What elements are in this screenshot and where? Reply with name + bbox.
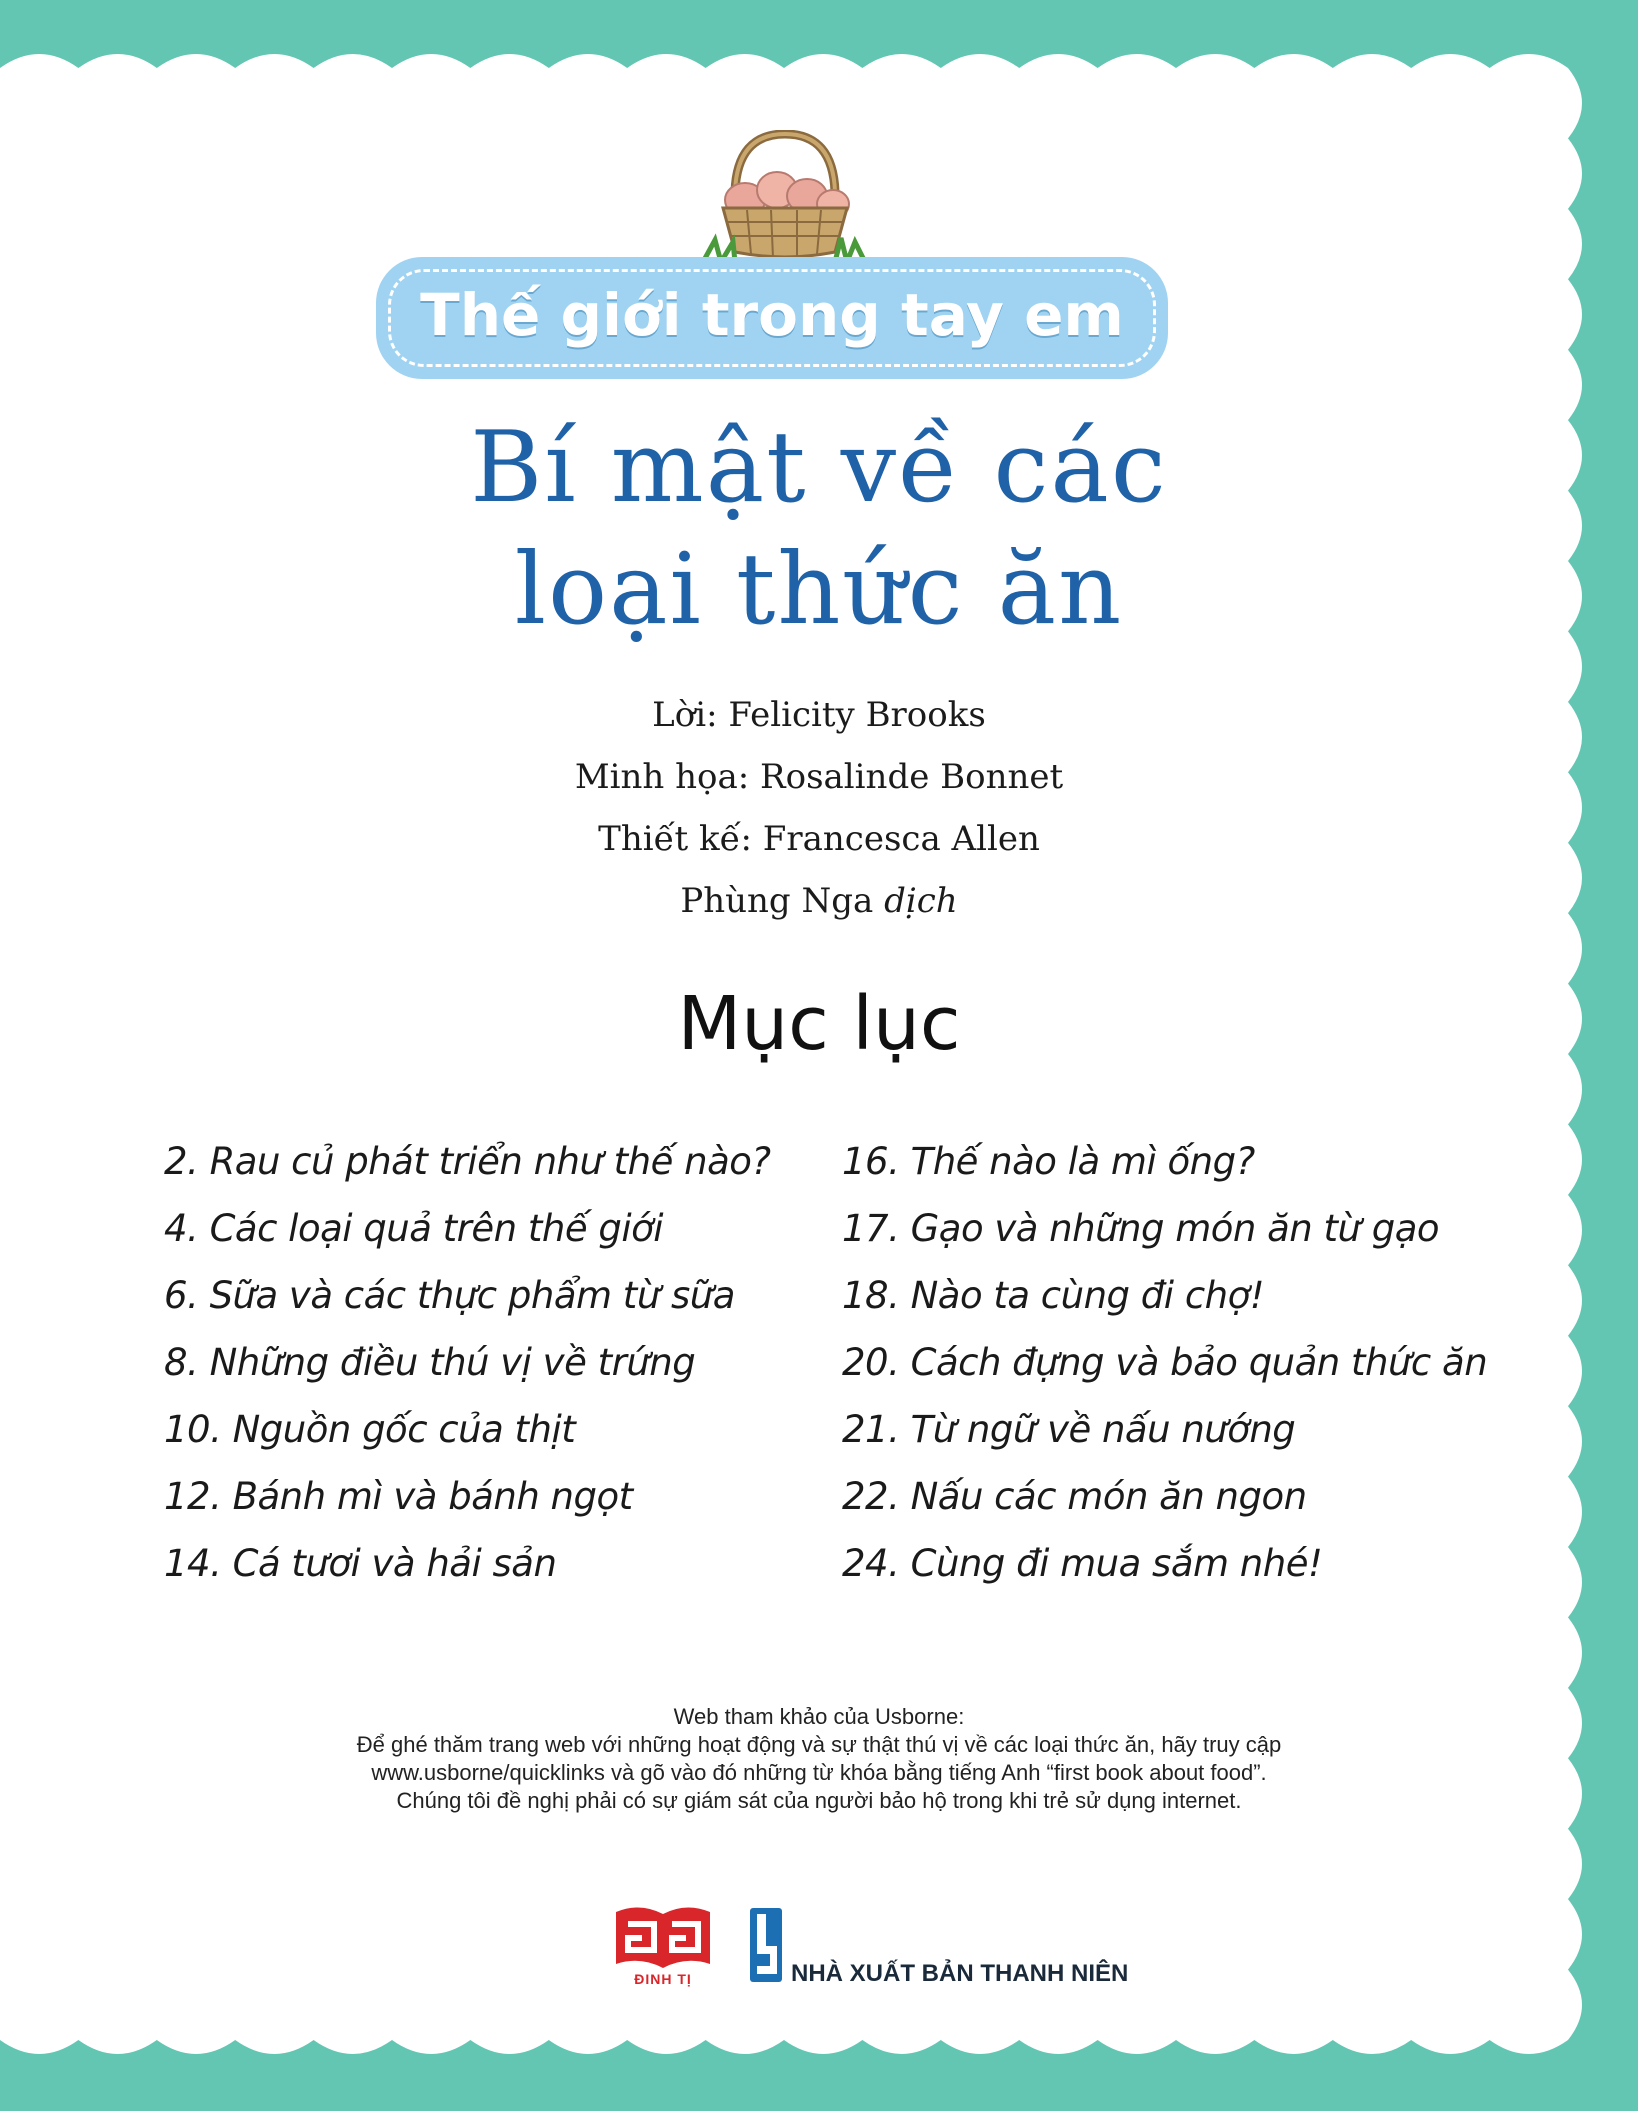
credit-name: Rosalinde Bonnet bbox=[760, 757, 1064, 797]
dinh-ti-logo-text: ĐINH TỊ bbox=[634, 1971, 692, 1987]
toc-item: 22. Nấu các món ăn ngon bbox=[842, 1475, 1307, 1518]
egg-basket-icon bbox=[695, 130, 875, 270]
thanh-nien-logo-icon bbox=[748, 1906, 784, 1984]
series-badge bbox=[376, 257, 1168, 379]
toc-item: 16. Thế nào là mì ống? bbox=[842, 1140, 1255, 1183]
toc-item: 17. Gạo và những món ăn từ gạo bbox=[842, 1207, 1440, 1250]
book-title-line-2: loại thức ăn bbox=[514, 533, 1124, 647]
toc-title: Mục lục bbox=[677, 981, 961, 1067]
website-note-line: www.usborne/quicklinks và gõ vào đó những từ khóa bằng tiếng Anh “first book about food”. bbox=[371, 1760, 1267, 1785]
credit-label: Lời: bbox=[652, 695, 718, 735]
book-title-line-1: Bí mật về các bbox=[470, 411, 1168, 525]
credit-illustrator bbox=[0, 755, 1638, 799]
toc-item: 10. Nguồn gốc của thịt bbox=[164, 1408, 576, 1451]
toc-right-column bbox=[842, 1132, 1522, 1601]
credit-label: Thiết kế: bbox=[598, 819, 752, 859]
toc-item: 2. Rau củ phát triển như thế nào? bbox=[164, 1140, 771, 1183]
toc-item: 12. Bánh mì và bánh ngọt bbox=[164, 1475, 633, 1518]
toc-item: 24. Cùng đi mua sắm nhé! bbox=[842, 1542, 1323, 1585]
credit-translator bbox=[0, 879, 1638, 923]
toc-item: 14. Cá tươi và hải sản bbox=[164, 1542, 557, 1585]
toc-left-column bbox=[164, 1132, 824, 1601]
toc-item: 21. Từ ngữ về nấu nướng bbox=[842, 1408, 1296, 1451]
toc-item: 18. Nào ta cùng đi chợ! bbox=[842, 1274, 1265, 1317]
credit-name: Francesca Allen bbox=[762, 819, 1040, 859]
toc-item: 4. Các loại quả trên thế giới bbox=[164, 1207, 664, 1250]
toc-item: 8. Những điều thú vị về trứng bbox=[164, 1341, 696, 1384]
website-note-line: Chúng tôi đề nghị phải có sự giám sát của người bảo hộ trong khi trẻ sử dụng internet. bbox=[396, 1788, 1242, 1813]
credit-label: dịch bbox=[884, 881, 958, 921]
credit-designer bbox=[0, 817, 1638, 861]
credit-author bbox=[0, 693, 1638, 737]
toc-item: 6. Sữa và các thực phẩm từ sữa bbox=[164, 1274, 735, 1317]
credit-name: Felicity Brooks bbox=[728, 695, 986, 735]
toc-item: 20. Cách đựng và bảo quản thức ăn bbox=[842, 1341, 1488, 1384]
website-note-line: Để ghé thăm trang web với những hoạt động và sự thật thú vị về các loại thức ăn, hãy truy cập bbox=[356, 1732, 1282, 1757]
series-title: Thế giới trong tay em bbox=[420, 281, 1124, 349]
credit-name: Phùng Nga bbox=[680, 881, 874, 921]
thanh-nien-publisher-name: NHÀ XUẤT BẢN THANH NIÊN bbox=[791, 1960, 1129, 1987]
credit-label: Minh họa: bbox=[574, 757, 750, 797]
website-note-heading: Web tham khảo của Usborne: bbox=[673, 1704, 965, 1729]
